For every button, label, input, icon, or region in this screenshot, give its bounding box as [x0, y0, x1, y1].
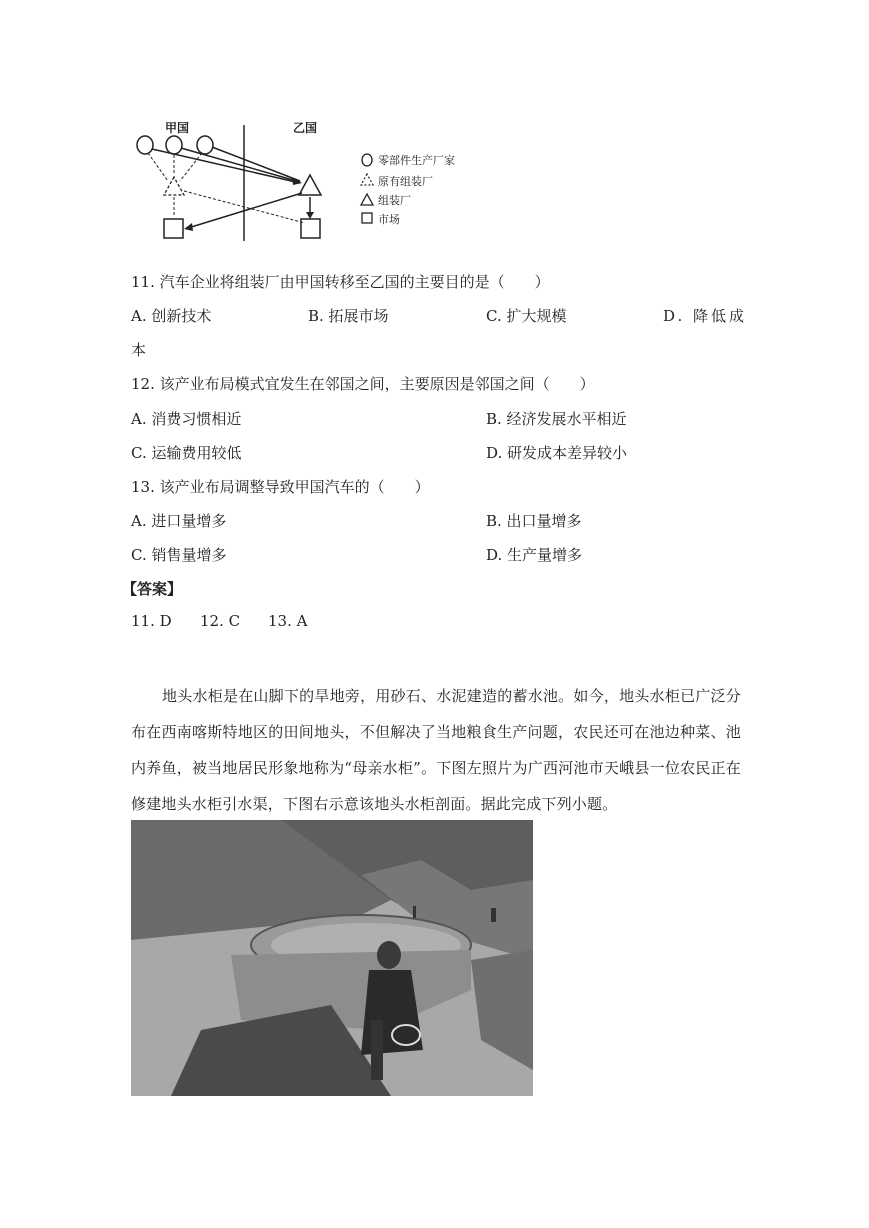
- q11-option-d-wrap: 本: [131, 341, 147, 359]
- country-a-label: 甲国: [165, 121, 190, 135]
- legend-label: 零部件生产厂家: [378, 154, 455, 167]
- industry-layout-diagram: [130, 115, 470, 245]
- answer-12: 12. C: [200, 612, 241, 630]
- question-11-stem: 11. 汽车企业将组装厂由甲国转移至乙国的主要目的是（ ）: [131, 273, 550, 291]
- square-icon: [362, 213, 372, 223]
- q13-option-b: B. 出口量增多: [486, 512, 582, 530]
- q12-option-c: C. 运输费用较低: [131, 444, 242, 462]
- answer-11: 11. D: [131, 612, 172, 630]
- country-b-label: 乙国: [293, 121, 318, 135]
- q12-option-d: D. 研发成本差异较小: [486, 444, 628, 462]
- q13-option-c: C. 销售量增多: [131, 546, 227, 564]
- assembly-plant-icon: [299, 175, 321, 195]
- legend-label: 市场: [378, 213, 400, 226]
- answer-13: 13. A: [268, 612, 308, 630]
- water-cistern-photo: [131, 820, 533, 1096]
- diagram-legend: [361, 153, 455, 226]
- legend-label: 组装厂: [378, 194, 411, 207]
- q13-option-d: D. 生产量增多: [486, 546, 583, 564]
- market-b-icon: [301, 219, 320, 238]
- q11-option-a: A. 创新技术: [131, 307, 212, 325]
- parts-maker-1-icon: [137, 136, 153, 154]
- circle-icon: [362, 154, 372, 166]
- q11-option-b: B. 拓展市场: [308, 307, 389, 325]
- question-13-stem: 13. 该产业布局调整导致甲国汽车的（ ）: [131, 478, 430, 496]
- q12-option-b: B. 经济发展水平相近: [486, 410, 627, 428]
- q11-option-d: D. 降低成: [663, 307, 748, 325]
- answer-heading: 【答案】: [122, 580, 183, 598]
- parts-maker-2-icon: [166, 136, 182, 154]
- question-12-stem: 12. 该产业布局模式宜发生在邻国之间，主要原因是邻国之间（ ）: [131, 375, 595, 393]
- q13-option-a: A. 进口量增多: [131, 512, 227, 530]
- q12-option-a: A. 消费习惯相近: [131, 410, 242, 428]
- legend-label: 原有组装厂: [378, 175, 433, 188]
- dashed-triangle-icon: [361, 174, 373, 185]
- q11-option-c: C. 扩大规模: [486, 307, 567, 325]
- parts-maker-3-icon: [197, 136, 213, 154]
- market-a-icon: [164, 219, 183, 238]
- triangle-icon: [361, 194, 373, 205]
- passage: 地头水柜是在山脚下的旱地旁，用砂石、水泥建造的蓄水池。如今，地头水柜已广泛分布在西南喀斯特地区的田间地头，不但解决了当地粮食生产问题，农民还可在池边种菜、池内养鱼，被当地居民形象地称为“母亲水柜”。下图左照片为广西河池市天峨县一位农民正在修建地头水柜引水渠，下图右示意该地头水柜剖面。据此完成下列小题。: [131, 687, 741, 813]
